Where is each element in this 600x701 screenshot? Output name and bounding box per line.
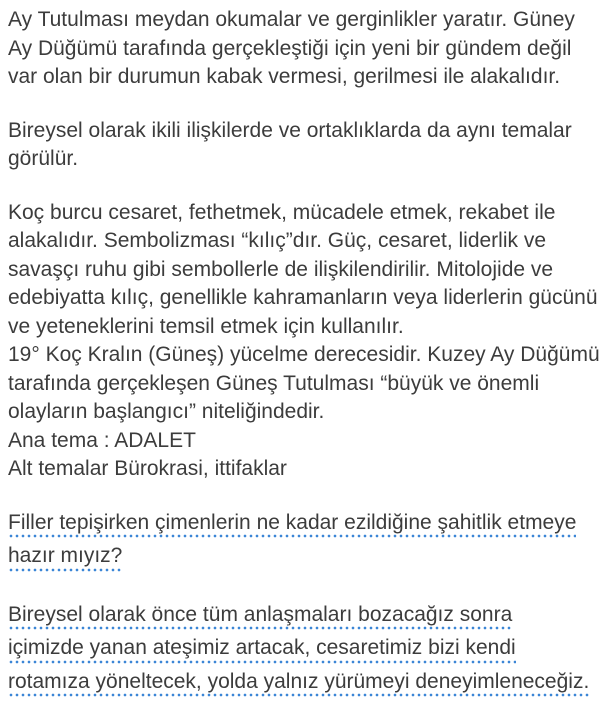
text-line: 19° Koç Kralın (Güneş) yücelme derecesidir. Kuzey Ay Düğümü: [8, 341, 594, 370]
document-body: [8, 6, 594, 701]
paragraph-eclipse-intro: [8, 6, 594, 92]
text-line: tarafında gerçekleşen Güneş Tutulması “büyük ve önemli: [8, 370, 594, 399]
underlined-text-line[interactable]: içimizde yanan ateşimiz artacak, cesaretimiz bizi kendi: [8, 636, 516, 664]
text-line: Ay Tutulması meydan okumalar ve gerginlikler yaratır. Güney: [8, 6, 594, 35]
sub-themes-line: Alt temalar Bürokrasi, ittifaklar: [8, 455, 594, 484]
text-line: olayların başlangıcı” niteliğindedir.: [8, 398, 594, 427]
text-line: Ay Düğümü tarafında gerçekleştiği için yeni bir gündem değil: [8, 35, 594, 64]
underlined-text-line[interactable]: hazır mıyız?: [8, 544, 122, 572]
paragraph-aries-themes: [8, 199, 594, 484]
text-line: Koç burcu cesaret, fethetmek, mücadele etmek, rekabet ile: [8, 199, 594, 228]
text-line: ve yeteneklerini temsil etmek için kullanılır.: [8, 313, 594, 342]
text-line: alakalıdır. Sembolizması “kılıç”dır. Güç, cesaret, liderlik ve: [8, 227, 594, 256]
text-line: görülür.: [8, 145, 594, 174]
underlined-question-paragraph[interactable]: [8, 509, 594, 576]
underlined-text-line[interactable]: rotamıza yöneltecek, yolda yalnız yürümeyi deneyimleneceğiz.: [8, 670, 589, 698]
text-line: edebiyatta kılıç, genellikle kahramanların veya liderlerin gücünü: [8, 284, 594, 313]
underlined-text-line[interactable]: Bireysel olarak önce tüm anlaşmaları bozacağız sonra: [8, 603, 512, 631]
text-line: savaşçı ruhu gibi sembollerle de ilişkilendirilir. Mitolojide ve: [8, 256, 594, 285]
underlined-text-line[interactable]: Filler tepişirken çimenlerin ne kadar ezildiğine şahitlik etmeye: [8, 511, 576, 539]
paragraph-relationships: [8, 117, 594, 174]
text-line: Bireysel olarak ikili ilişkilerde ve ortaklıklarda da aynı temalar: [8, 117, 594, 146]
underlined-personal-paragraph[interactable]: [8, 601, 594, 701]
text-line: var olan bir durumun kabak vermesi, gerilmesi ile alakalıdır.: [8, 63, 594, 92]
main-theme-line: Ana tema : ADALET: [8, 427, 594, 456]
